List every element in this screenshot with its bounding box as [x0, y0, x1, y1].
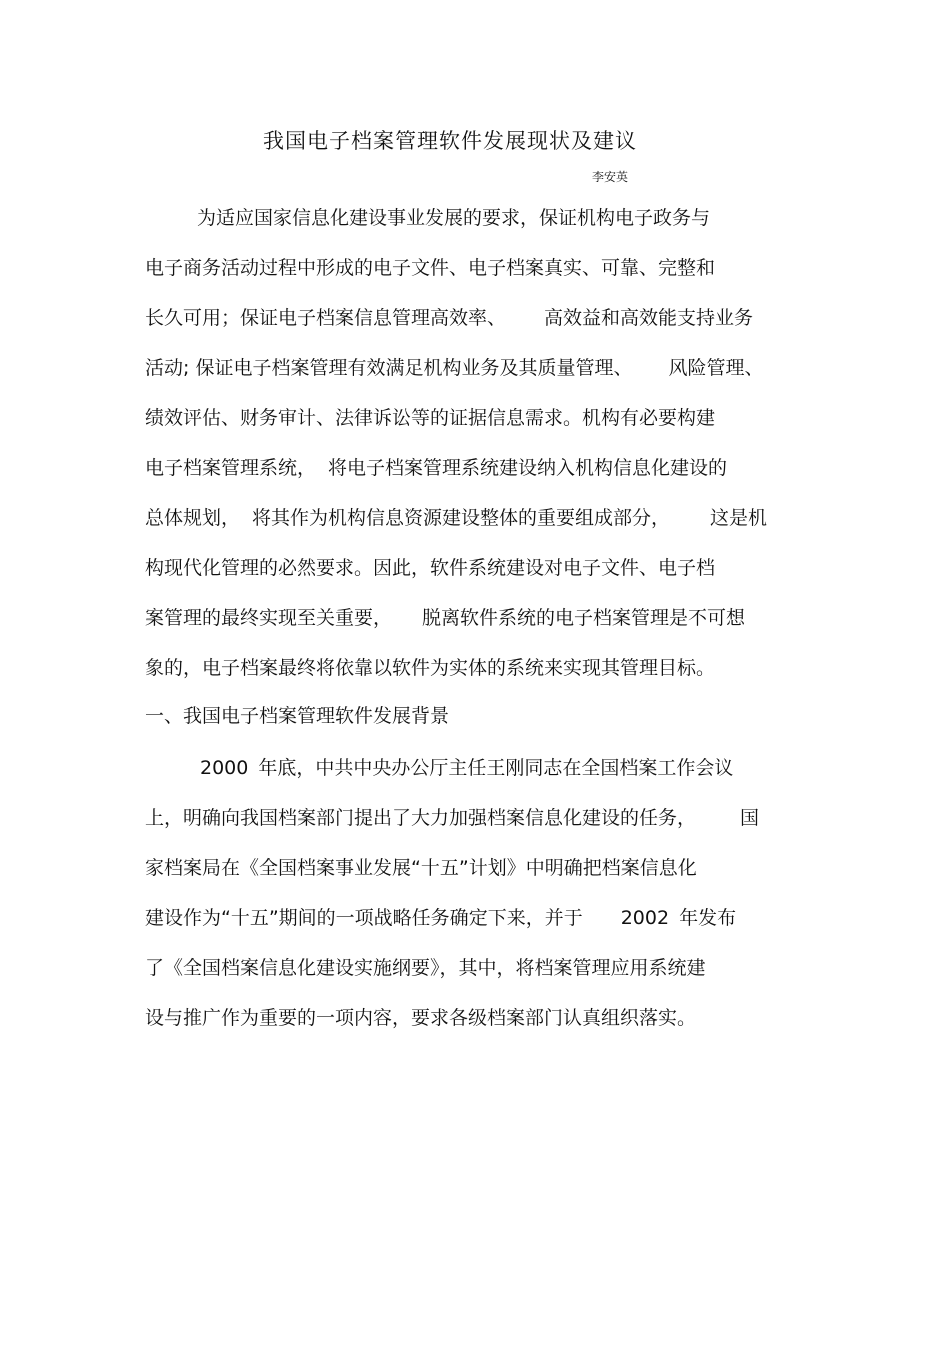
paragraph-line: 电子商务活动过程中形成的电子文件、电子档案真实、可靠、完整和	[145, 257, 716, 279]
paragraph-line: 了《全国档案信息化建设实施纲要》，其中，将档案管理应用系统建	[145, 957, 706, 979]
paragraph-line: 总体规划， 将其作为机构信息资源建设整体的重要组成部分， 这是机	[145, 507, 768, 529]
document-title: 我国电子档案管理软件发展现状及建议	[263, 129, 637, 153]
paragraph-line: 上，明确向我国档案部门提出了大力加强档案信息化建设的任务， 国	[145, 807, 760, 829]
paragraph-line: 设与推广作为重要的一项内容，要求各级档案部门认真组织落实。	[145, 1007, 697, 1029]
paragraph-line: 长久可用；保证电子档案信息管理高效率、 高效益和高效能支持业务	[145, 307, 754, 329]
paragraph-line: 绩效评估、财务审计、法律诉讼等的证据信息需求。机构有必要构建	[145, 407, 716, 429]
paragraph-line: 象的，电子档案最终将依靠以软件为实体的系统来实现其管理目标。	[145, 657, 716, 679]
paragraph-line: 家档案局在《全国档案事业发展“十五”计划》中明确把档案信息化	[145, 857, 697, 879]
paragraph-line: 2000 年底，中共中央办公厅主任王刚同志在全国档案工作会议	[200, 757, 734, 779]
paragraph-line: 电子档案管理系统， 将电子档案管理系统建设纳入机构信息化建设的	[145, 457, 728, 479]
paragraph-line: 为适应国家信息化建设事业发展的要求，保证机构电子政务与	[197, 207, 711, 229]
section-heading: 一、我国电子档案管理软件发展背景	[145, 705, 450, 727]
paragraph-line: 构现代化管理的必然要求。因此，软件系统建设对电子文件、电子档	[145, 557, 716, 579]
paragraph-line: 活动; 保证电子档案管理有效满足机构业务及其质量管理、 风险管理、	[145, 357, 764, 379]
paragraph-line: 案管理的最终实现至关重要， 脱离软件系统的电子档案管理是不可想	[145, 607, 746, 629]
paragraph-line: 建设作为“十五”期间的一项战略任务确定下来，并于 2002 年发布	[145, 907, 737, 929]
document-author: 李安英	[592, 170, 629, 184]
